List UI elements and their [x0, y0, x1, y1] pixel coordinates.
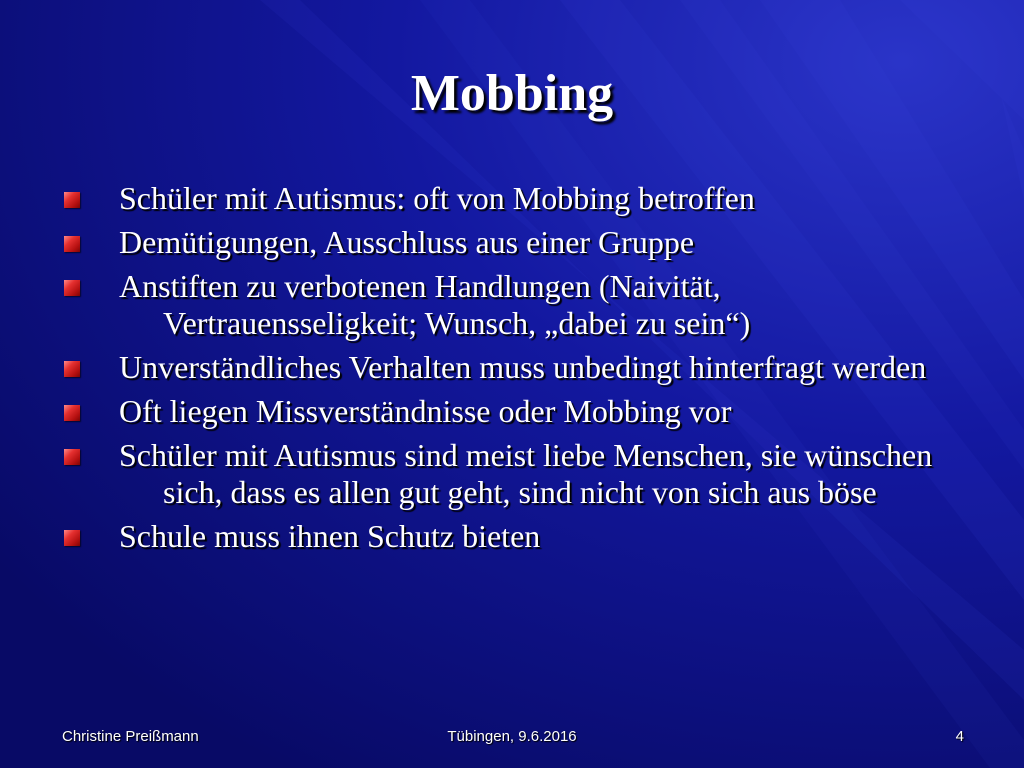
bullet-text: Schule muss ihnen Schutz bieten [119, 518, 541, 554]
bullet-text: Oft liegen Missverständnisse oder Mobbing vor [119, 393, 732, 429]
red-square-bullet-icon [64, 192, 80, 208]
red-square-bullet-icon [64, 449, 80, 465]
red-square-bullet-icon [64, 530, 80, 546]
red-square-bullet-icon [64, 361, 80, 377]
bullet-item [64, 180, 964, 217]
footer-place-date: Tübingen, 9.6.2016 [447, 728, 577, 745]
bullet-list [64, 180, 964, 562]
bullet-text: Anstiften zu verbotenen Handlungen (Naivität, Vertrauensseligkeit; Wunsch, „dabei zu sein“) [119, 268, 751, 341]
bullet-text: Demütigungen, Ausschluss aus einer Gruppe [119, 224, 695, 260]
bullet-item [64, 224, 964, 261]
red-square-bullet-icon [64, 236, 80, 252]
bullet-item [64, 518, 964, 555]
bullet-text: Unverständliches Verhalten muss unbedingt hinterfragt werden [119, 349, 927, 385]
bullet-item [64, 349, 964, 386]
bullet-item [64, 437, 964, 511]
bullet-item [64, 393, 964, 430]
bullet-text: Schüler mit Autismus sind meist liebe Menschen, sie wünschen sich, dass es allen gut geht, sind nicht von sich aus böse [119, 437, 933, 510]
bullet-text: Schüler mit Autismus: oft von Mobbing betroffen [119, 180, 755, 216]
slide-title: Mobbing [410, 65, 614, 122]
footer-author: Christine Preißmann [62, 728, 199, 745]
red-square-bullet-icon [64, 280, 80, 296]
footer-page-number: 4 [955, 728, 964, 745]
red-square-bullet-icon [64, 405, 80, 421]
bullet-item [64, 268, 964, 342]
